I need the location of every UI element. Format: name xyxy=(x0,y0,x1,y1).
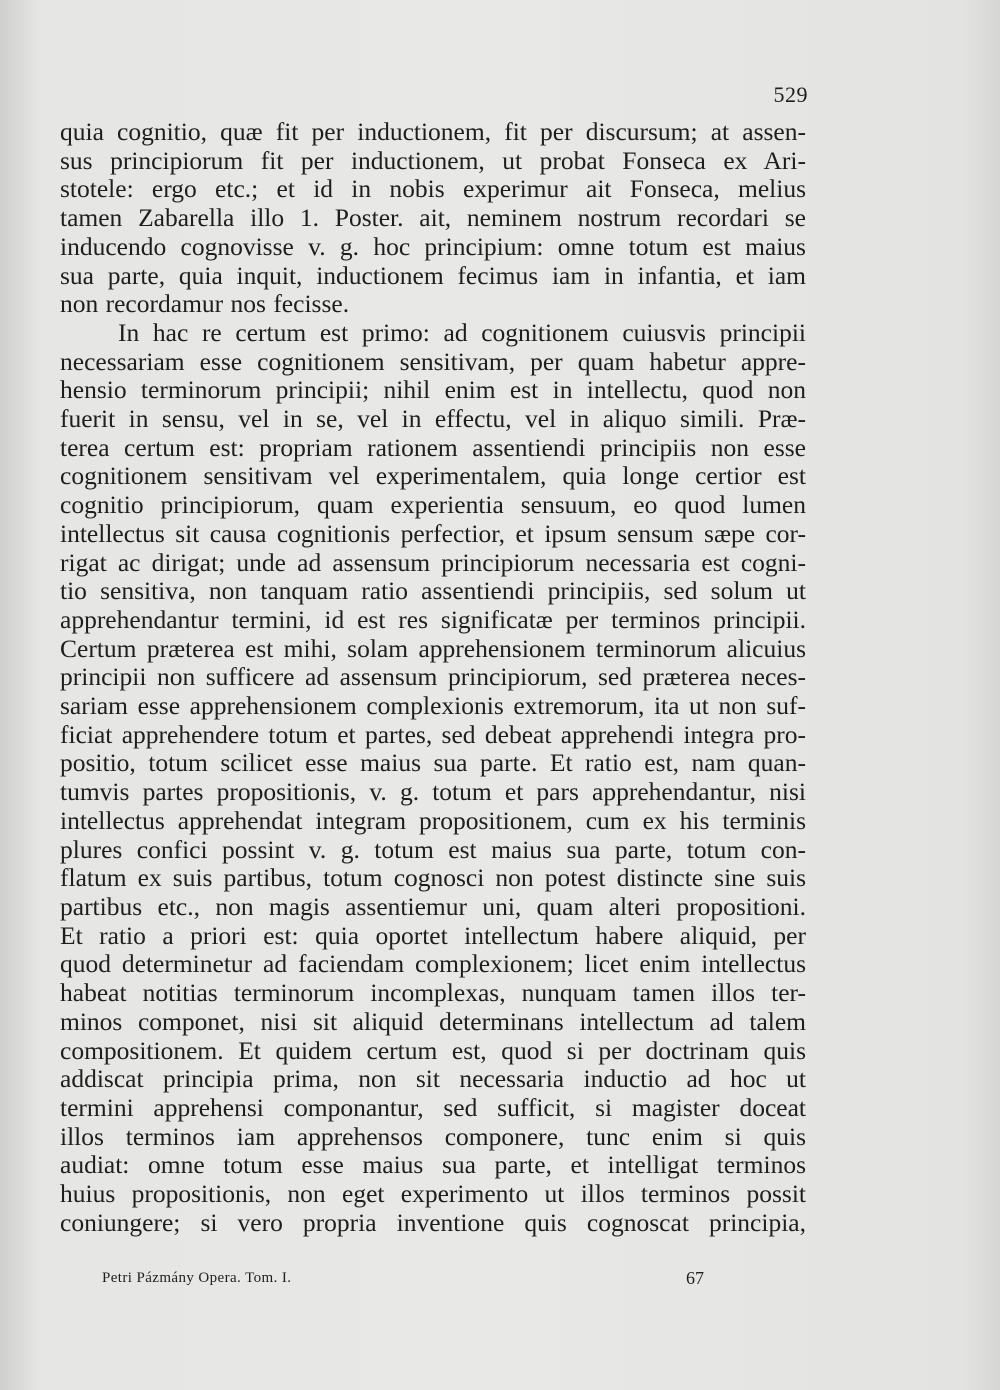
text-line: compositionem. Et quidem certum est, quod si per doctrinam quis xyxy=(60,1035,806,1065)
text-line: positio, totum scilicet esse maius sua parte. Et ratio est, nam quan- xyxy=(60,748,806,778)
text-line: illos terminos iam apprehensos componere, tunc enim si quis xyxy=(60,1121,806,1151)
text-line: sua parte, quia inquit, inductionem fecimus iam in infantia, et iam xyxy=(60,260,806,290)
text-line: coniungere; si vero propria inventione quis cognoscat principia, xyxy=(60,1207,806,1237)
text-line: inducendo cognovisse v. g. hoc principium: omne totum est maius xyxy=(60,231,806,261)
text-line: terea certum est: propriam rationem assentiendi principiis non esse xyxy=(60,432,806,462)
text-line: cognitio principiorum, quam experientia sensuum, eo quod lumen xyxy=(60,490,806,520)
page-number: 529 xyxy=(773,82,808,107)
text-line: Et ratio a priori est: quia oportet intellectum habere aliquid, per xyxy=(60,920,806,950)
text-line: tamen Zabarella illo 1. Poster. ait, neminem nostrum recordari se xyxy=(60,203,806,233)
text-line: quia cognitio, quæ fit per inductionem, fit per discursum; at assen- xyxy=(60,117,806,146)
text-line: hensio terminorum principii; nihil enim est in intellectu, quod non xyxy=(60,375,806,405)
text-line: ficiat apprehendere totum et partes, sed debeat apprehendi integra pro- xyxy=(60,719,806,749)
text-line: tio sensitiva, non tanquam ratio assentiendi principiis, sed solum ut xyxy=(60,576,806,606)
text-line: partibus etc., non magis assentiemur uni, quam alteri propositioni. xyxy=(60,891,806,921)
text-line: principii non sufficere ad assensum principiorum, sed præterea neces- xyxy=(60,662,806,692)
body-text xyxy=(60,118,806,1237)
text-line: sariam esse apprehensionem complexionis extremorum, ita ut non suf- xyxy=(60,691,806,721)
text-line: termini apprehensi componantur, sed sufficit, si magister doceat xyxy=(60,1092,806,1122)
text-line: non recordamur nos fecisse. xyxy=(60,289,350,319)
text-line: stotele: ergo etc.; et id in nobis experimur ait Fonseca, melius xyxy=(60,174,806,204)
text-line: audiat: omne totum esse maius sua parte, et intelligat terminos xyxy=(60,1150,806,1180)
text-line: quod determinetur ad faciendam complexionem; licet enim intellectus xyxy=(60,949,806,979)
text-line: huius propositionis, non eget experimento ut illos terminos possit xyxy=(60,1179,806,1209)
text-line: apprehendantur termini, id est res significatæ per terminos principii. xyxy=(60,604,806,634)
text-line: cognitionem sensitivam vel experimentalem, quia longe certior est xyxy=(60,461,806,491)
text-line: In hac re certum est primo: ad cognitionem cuiusvis principii xyxy=(118,317,806,347)
text-line: minos componet, nisi sit aliquid determinans intellectum ad talem xyxy=(60,1006,806,1036)
text-line: tumvis partes propositionis, v. g. totum et pars apprehendantur, nisi xyxy=(60,777,806,807)
text-line: rigat ac dirigat; unde ad assensum principiorum necessaria est cogni- xyxy=(60,547,806,577)
text-line: fuerit in sensu, vel in se, vel in effectu, vel in aliquo simili. Præ- xyxy=(60,404,806,434)
text-line: addiscat principia prima, non sit necessaria inductio ad hoc ut xyxy=(60,1064,806,1094)
footer-signature: Petri Pázmány Opera. Tom. I. xyxy=(102,1270,292,1286)
text-line: necessariam esse cognitionem sensitivam, per quam habetur appre- xyxy=(60,346,806,376)
text-line: plures confici possint v. g. totum est maius sua parte, totum con- xyxy=(60,834,806,864)
text-line: intellectus sit causa cognitionis perfectior, et ipsum sensum sæpe cor- xyxy=(60,518,806,548)
text-line: habeat notitias terminorum incomplexas, nunquam tamen illos ter- xyxy=(60,978,806,1008)
text-line: flatum ex suis partibus, totum cognosci non potest distincte sine suis xyxy=(60,863,806,893)
text-line: Certum præterea est mihi, solam apprehensionem terminorum alicuius xyxy=(60,633,806,663)
text-line: sus principiorum fit per inductionem, ut probat Fonseca ex Ari- xyxy=(60,145,806,175)
text-line: intellectus apprehendat integram propositionem, cum ex his terminis xyxy=(60,805,806,835)
footer-sheet-number: 67 xyxy=(686,1268,704,1288)
